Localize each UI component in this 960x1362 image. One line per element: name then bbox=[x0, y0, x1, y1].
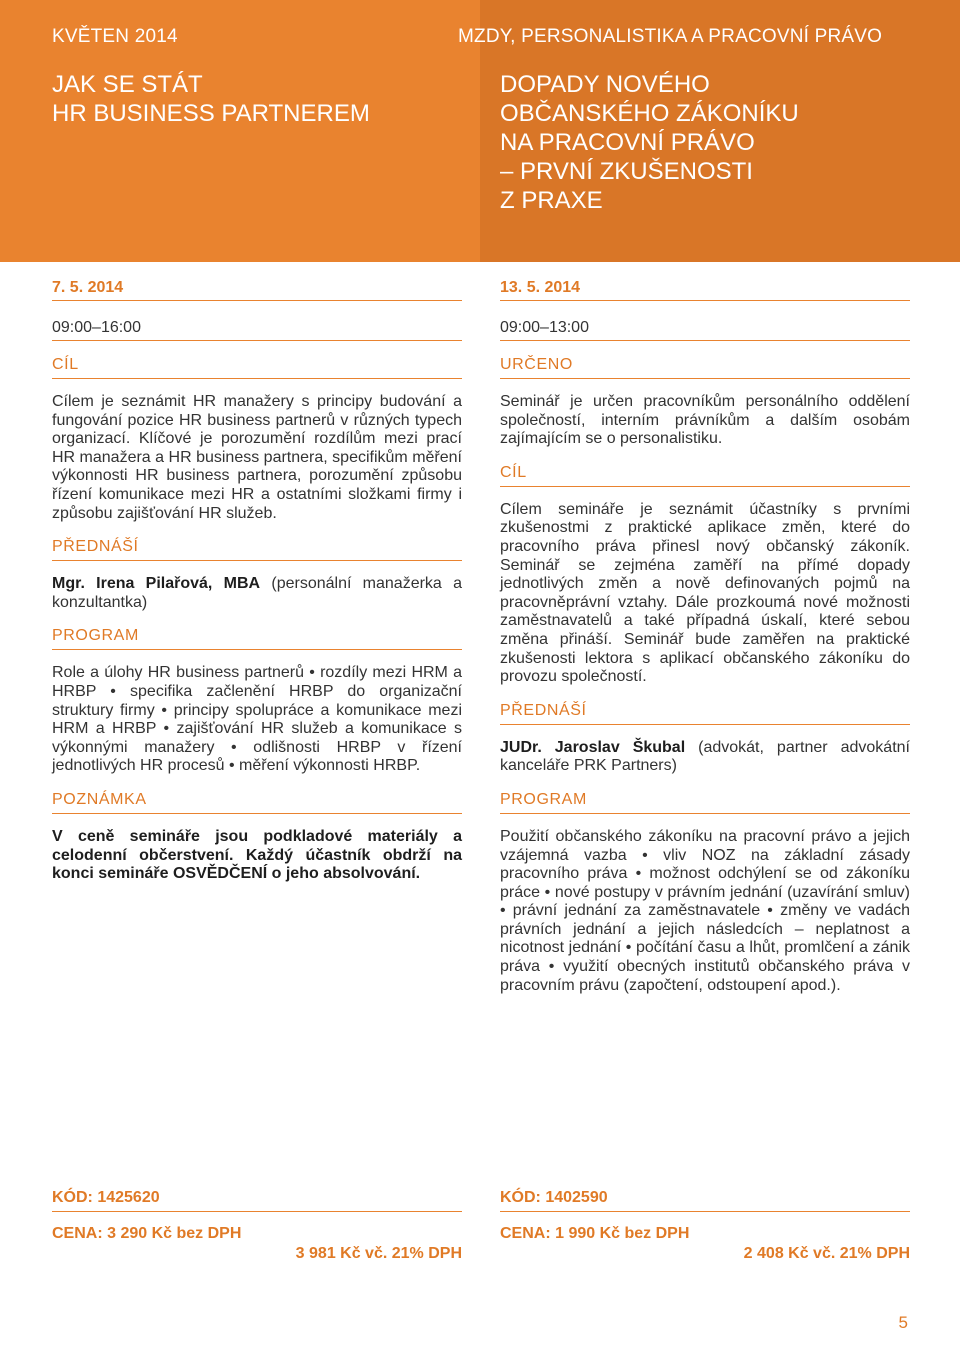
section-heading-program: PROGRAM bbox=[500, 787, 910, 814]
section-heading-lecturer: PŘEDNÁŠÍ bbox=[500, 698, 910, 725]
title-line: Z PRAXE bbox=[500, 187, 603, 214]
title-line: OBČANSKÉHO ZÁKONÍKU bbox=[500, 100, 799, 127]
price-with-vat: 2 408 Kč vč. 21% DPH bbox=[743, 1245, 910, 1262]
seminar-date: 7. 5. 2014 bbox=[52, 275, 462, 301]
lecturer-info bbox=[52, 575, 462, 612]
course-code: KÓD: 1402590 bbox=[500, 1185, 910, 1212]
header-right-band bbox=[458, 0, 960, 262]
program-text: Role a úlohy HR business partnerů • rozdíly mezi HRM a HRBP • specifika začlenění HRBP do organizační struktury firmy • principy spolupráce a komunikace mezi HRM a HRBP • zajišťování HR služeb a komunikace s výkonnými manažery • odlišnosti HRBP v řízení jednotlivých HR procesů • měření výkonnosti HRBP. bbox=[52, 664, 462, 775]
header-left-band bbox=[0, 0, 480, 262]
title-line: HR BUSINESS PARTNEREM bbox=[52, 100, 370, 127]
course-code: KÓD: 1425620 bbox=[52, 1185, 462, 1212]
price-with-vat: 3 981 Kč vč. 21% DPH bbox=[295, 1245, 462, 1262]
title-line: NA PRACOVNÍ PRÁVO bbox=[500, 129, 755, 156]
section-category: MZDY, PERSONALISTIKA A PRACOVNÍ PRÁVO bbox=[458, 26, 883, 47]
goal-text: Cílem semináře je seznámit účastníky s prvními zkušenostmi z praktické aplikace změn, které do pracovního práva přinesl nový občanský zákoník. Seminář se zejména zaměří na přímé dopady jednotlivých změn a nově definovaných pojmů na pracovněprávní vztahy. Dále prozkoumá nové možnosti zaměstnavatelů a také případná úskalí, které sebou změna přináší. Seminář bude zaměřen na praktické zkušenosti lektora s aplikací občanského zákoníku do provozu společností. bbox=[500, 500, 910, 686]
section-heading-note: POZNÁMKA bbox=[52, 787, 462, 814]
seminar-date: 13. 5. 2014 bbox=[500, 275, 910, 301]
section-heading-audience: URČENO bbox=[500, 352, 910, 379]
seminar-time: 09:00–16:00 bbox=[52, 315, 462, 341]
lecturer-name: Mgr. Irena Pilařová, MBA bbox=[52, 575, 261, 593]
title-line: JAK SE STÁT bbox=[52, 71, 203, 98]
title-line: – PRVNÍ ZKUŠENOSTI bbox=[500, 158, 753, 185]
section-heading-program: PROGRAM bbox=[52, 623, 462, 650]
seminar-time: 09:00–13:00 bbox=[500, 315, 910, 341]
section-heading-goal: CÍL bbox=[500, 460, 910, 487]
left-footer-pricing bbox=[52, 1185, 462, 1263]
seminar-right-column bbox=[500, 275, 910, 995]
section-heading-lecturer: PŘEDNÁŠÍ bbox=[52, 534, 462, 561]
right-footer-pricing bbox=[500, 1185, 910, 1263]
issue-month: KVĚTEN 2014 bbox=[52, 26, 178, 47]
page-number: 5 bbox=[898, 1313, 908, 1332]
seminar-title-left bbox=[52, 70, 370, 128]
price-without-vat: CENA: 3 290 Kč bez DPH bbox=[52, 1225, 242, 1242]
note-text: V ceně semináře jsou podkladové materiály a celodenní občerstvení. Každý účastník obdrží na konci semináře OSVĚDČENÍ o jeho absolvování. bbox=[52, 827, 462, 883]
section-heading-goal: CÍL bbox=[52, 352, 462, 379]
lecturer-info bbox=[500, 739, 910, 776]
seminar-left-column bbox=[52, 275, 462, 884]
price-without-vat: CENA: 1 990 Kč bez DPH bbox=[500, 1225, 690, 1242]
seminar-title-right bbox=[500, 70, 799, 215]
program-text: Použití občanského zákoníku na pracovní právo a jejich vzájemná vazba • vliv NOZ na základní zásady pracovního práva • možnost odchýlení se od zákoníku práce • nové postupy v právním jednání (uzavírání smluv) • právní jednání za zaměstnavatele • změny ve vadách právních jednání a jejich následcích – neplatnost a nicotnost jednání • počítání času a lhůt, promlčení a zánik práva • využití obecných institutů občanského práva v pracovním právu (započtení, odstoupení apod.). bbox=[500, 827, 910, 994]
lecturer-role: (personální manažerka a konzultantka) bbox=[52, 575, 463, 611]
title-line: DOPADY NOVÉHO bbox=[500, 71, 710, 98]
lecturer-role: (advokát, partner advokátní kanceláře PRK Partners) bbox=[500, 738, 910, 775]
lecturer-name: JUDr. Jaroslav Škubal bbox=[500, 738, 686, 756]
goal-text: Cílem je seznámit HR manažery s principy budování a fungování pozice HR business partnerů v různých typech organizací. Klíčové je porozumění rozdílům mezi prací HR manažera a HR business partnera, specifikům měření výkonnosti HR business partnera, porozumění způsobu řízení komunikace mezi HR a ostatními složkami firmy i způsobu zajišťování HR služeb. bbox=[52, 393, 462, 522]
audience-text: Seminář je určen pracovníkům personálního oddělení společností, interním právníkům a dalším osobám zajímajícím se o personalistiku. bbox=[500, 393, 910, 448]
